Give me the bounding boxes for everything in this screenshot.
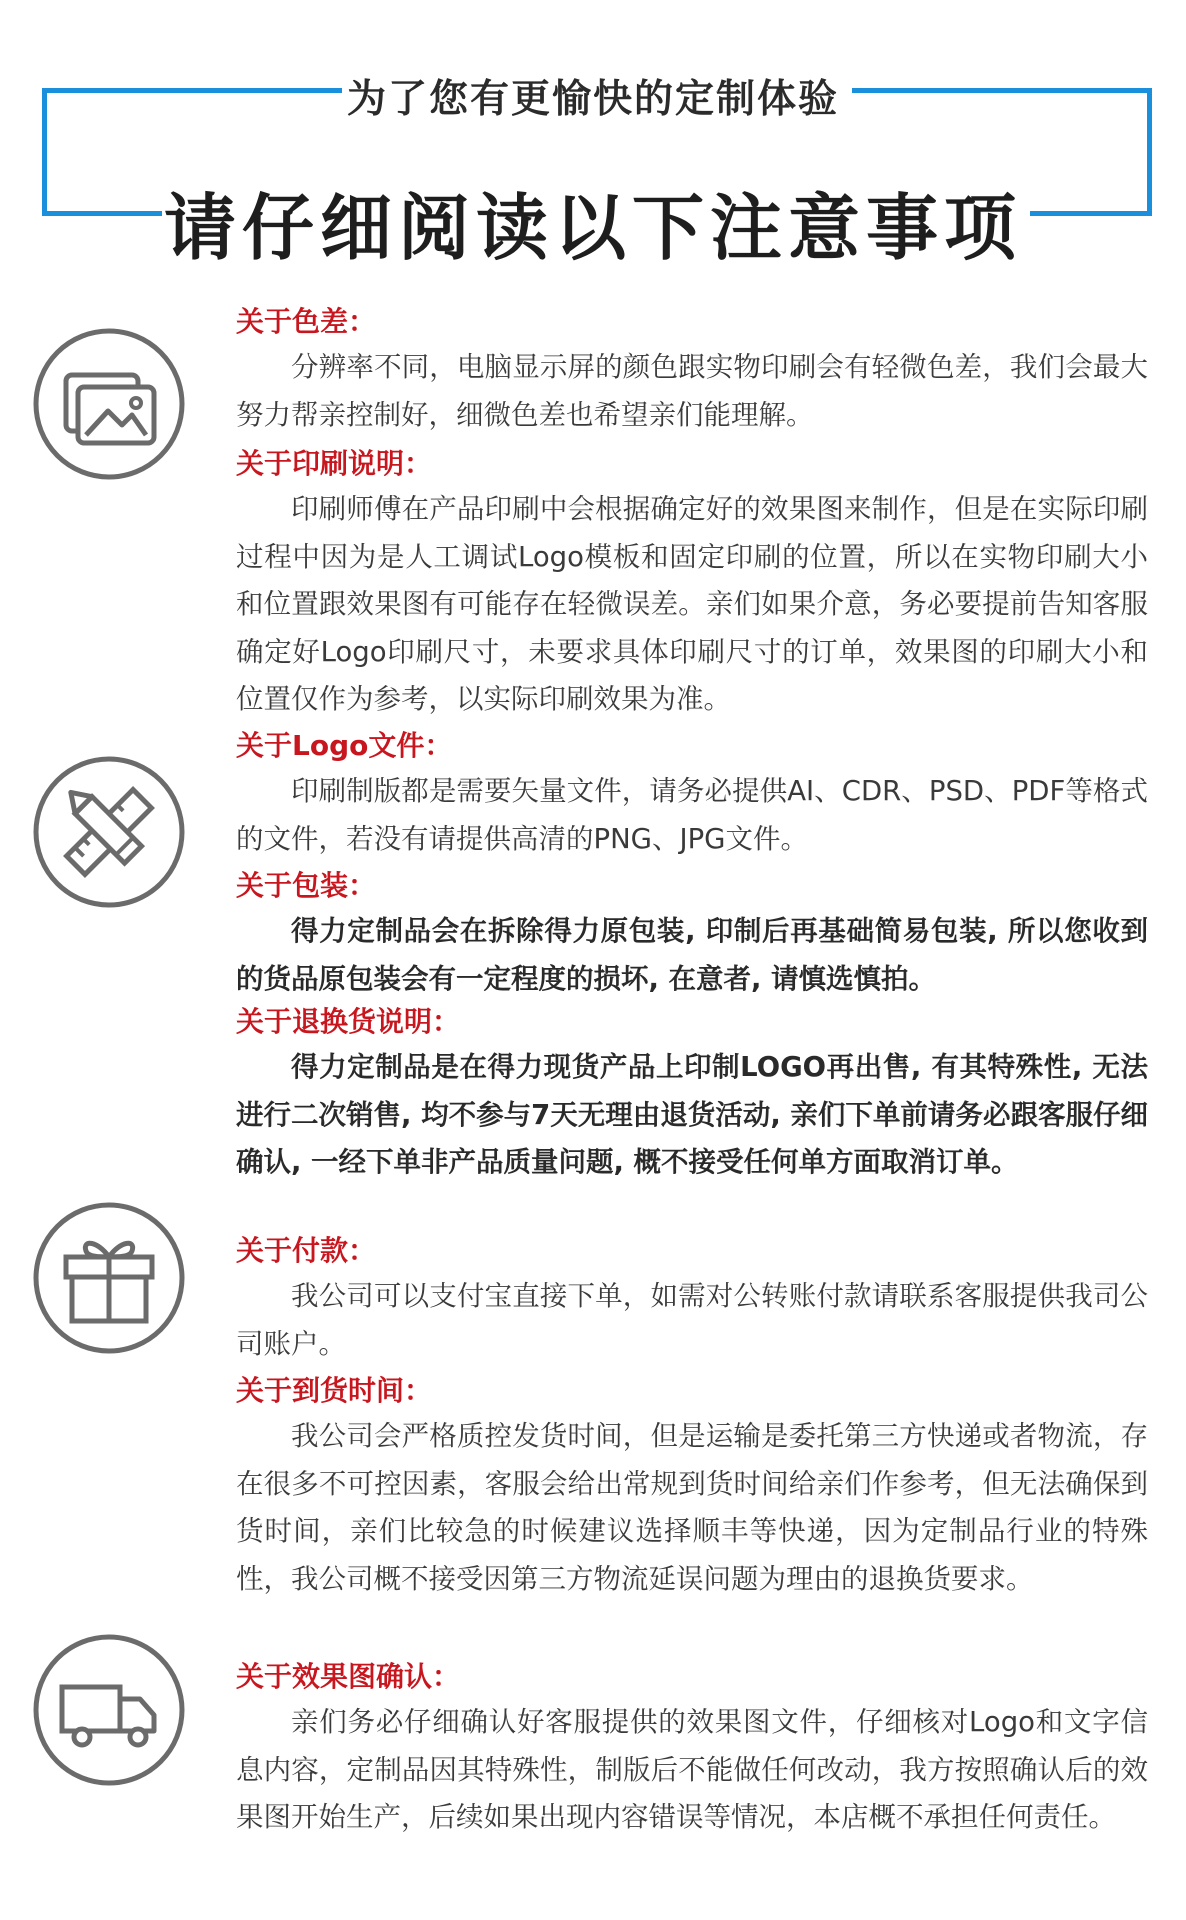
section-payment xyxy=(236,1229,1148,1369)
section-returns xyxy=(236,1000,1148,1229)
section-heading: 关于退换货说明： xyxy=(236,1005,461,1038)
pencil-ruler-icon xyxy=(32,755,186,909)
section-body: 分辨率不同，电脑显示屏的颜色跟实物印刷会有轻微色差，我们会最大努力帮亲控制好，细微色差也希望亲们能理解。 xyxy=(236,351,1148,431)
section-mockup-confirmation xyxy=(236,1655,1148,1842)
section-heading: 关于印刷说明： xyxy=(236,447,433,480)
section-logo-file xyxy=(236,724,1148,864)
page-title: 请仔细阅读以下注意事项 xyxy=(163,186,1022,270)
section-body: 得力定制品会在拆除得力原包装, 印制后再基础简易包装, 所以您收到的货品原包装会有一定程度的损坏, 在意者, 请慎选慎拍。 xyxy=(236,915,1148,995)
section-heading: 关于Logo文件： xyxy=(236,729,453,762)
section-body: 我公司会严格质控发货时间，但是运输是委托第三方快递或者物流，存在很多不可控因素，客服会给出常规到货时间给亲们作参考，但无法确保到货时间，亲们比较急的时候建议选择顺丰等快递，因为定制品行业的特殊性，我公司概不接受因第三方物流延误问题为理由的退换货要求。 xyxy=(236,1420,1148,1595)
section-heading: 关于效果图确认： xyxy=(236,1660,461,1693)
section-printing xyxy=(236,442,1148,724)
gift-icon xyxy=(32,1201,186,1355)
section-delivery-time xyxy=(236,1369,1148,1655)
section-body: 我公司可以支付宝直接下单，如需对公转账付款请联系客服提供我司公司账户。 xyxy=(236,1280,1148,1360)
section-heading: 关于到货时间： xyxy=(236,1374,433,1407)
image-icon xyxy=(32,327,186,481)
section-heading: 关于付款： xyxy=(236,1234,377,1267)
section-body: 印刷制版都是需要矢量文件，请务必提供AI、CDR、PSD、PDF等格式的文件，若没有请提供高清的PNG、JPG文件。 xyxy=(236,775,1148,855)
section-packaging xyxy=(236,864,1148,1000)
section-heading: 关于包装： xyxy=(236,869,377,902)
truck-icon xyxy=(32,1633,186,1787)
section-color-difference xyxy=(236,300,1148,442)
section-body: 印刷师傅在产品印刷中会根据确定好的效果图来制作，但是在实际印刷过程中因为是人工调试Logo模板和固定印刷的位置，所以在实物印刷大小和位置跟效果图有可能存在轻微误差。亲们如果介意，务必要提前告知客服确定好Logo印刷尺寸，未要求具体印刷尺寸的订单，效果图的印刷大小和位置仅作为参考，以实际印刷效果为准。 xyxy=(236,493,1148,715)
header-subtitle: 为了您有更愉快的定制体验 xyxy=(346,77,839,122)
section-body: 得力定制品是在得力现货产品上印制LOGO再出售, 有其特殊性, 无法进行二次销售, 均不参与7天无理由退货活动, 亲们下单前请务必跟客服仔细确认, 一经下单非产品质量问题, 概不接受任何单方面取消订单。 xyxy=(236,1051,1148,1178)
section-heading: 关于色差： xyxy=(236,305,377,338)
section-body: 亲们务必仔细确认好客服提供的效果图文件，仔细核对Logo和文字信息内容，定制品因其特殊性，制版后不能做任何改动，我方按照确认后的效果图开始生产，后续如果出现内容错误等情况，本店概不承担任何责任。 xyxy=(236,1706,1148,1833)
notice-list xyxy=(236,300,1148,1842)
